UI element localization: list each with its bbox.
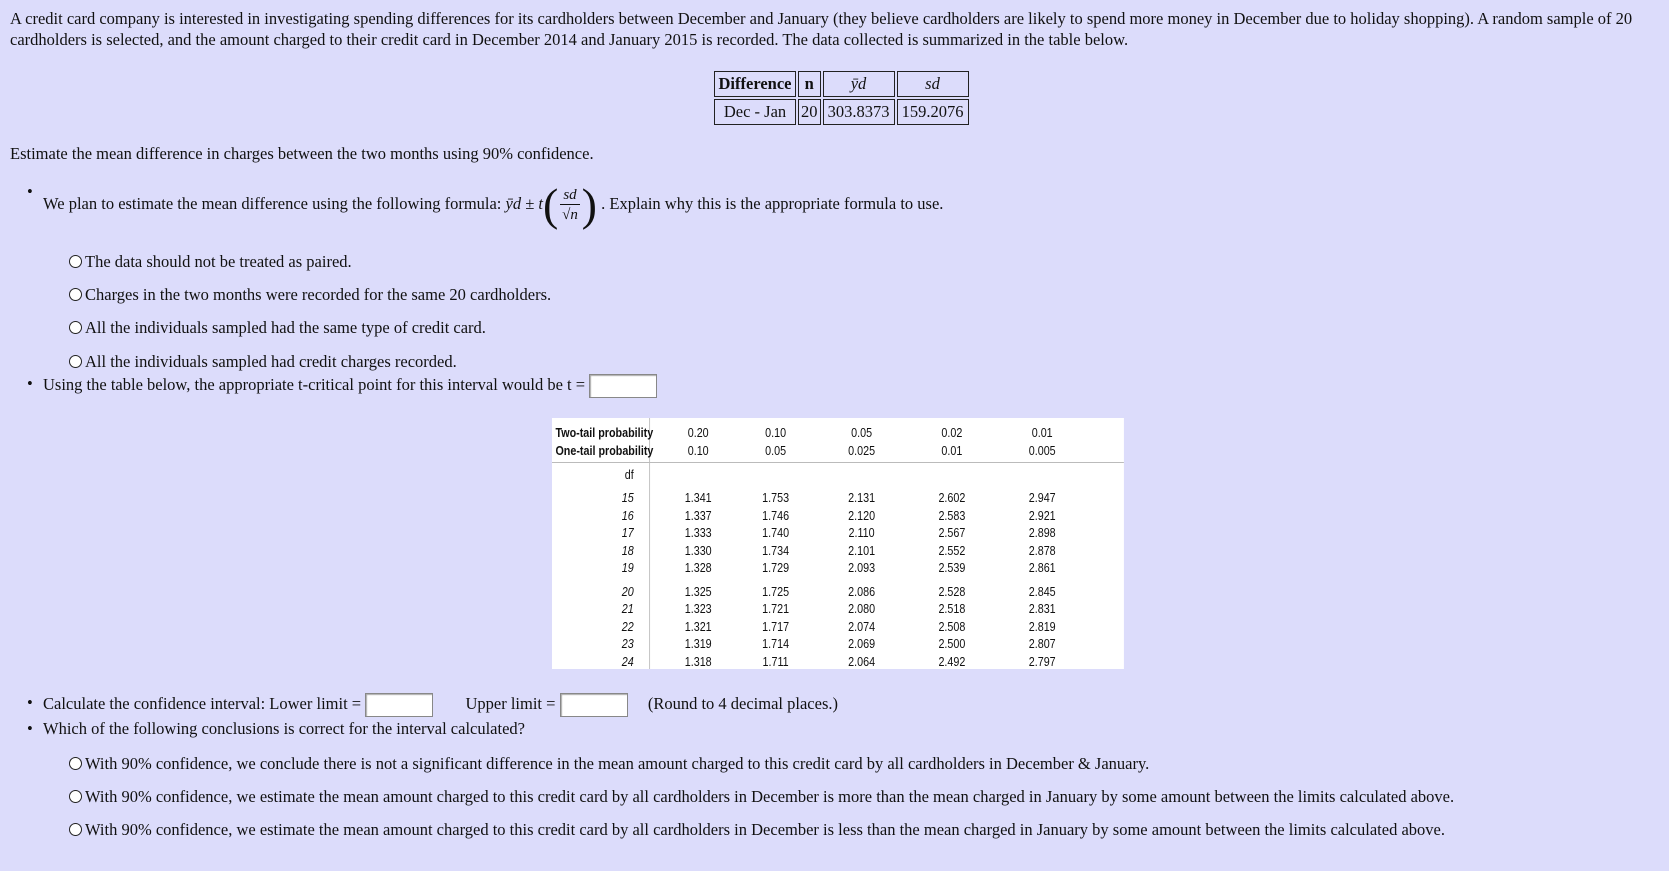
df-value: 23 xyxy=(621,637,634,651)
lower-limit-input[interactable] xyxy=(365,693,433,717)
t-value-cell: 2.500 xyxy=(938,637,966,651)
t-value-cell: 1.725 xyxy=(762,584,790,599)
one-tail-header: 0.01 xyxy=(941,444,963,458)
summary-header-difference: Difference xyxy=(714,71,796,97)
df-value: 15 xyxy=(621,491,634,505)
q4-option-2[interactable] xyxy=(69,787,1454,807)
two-tail-header: 0.02 xyxy=(941,426,963,440)
t-value-cell: 2.101 xyxy=(848,543,876,558)
q1-option-4[interactable] xyxy=(69,352,457,372)
t-value-cell: 1.717 xyxy=(762,619,790,634)
one-tail-header: 0.005 xyxy=(1028,444,1056,458)
problem-intro: A credit card company is interested in investigating spending differences for its cardholders between December and January (they believe cardholders are likely to spend more money in December due to holiday shopping). A random sample of 20 cardholders is selected, and the amount charged to their credit card in December 2014 and January 2015 is recorded. The data collected is summarized in the table below. xyxy=(10,9,1633,49)
t-value-cell: 1.721 xyxy=(762,602,790,616)
t-value-cell: 2.947 xyxy=(1028,491,1056,505)
summary-header-ybar: ȳd xyxy=(823,71,895,97)
one-tail-header: 0.025 xyxy=(848,444,876,458)
t-value-cell: 2.552 xyxy=(938,543,966,558)
t-value-cell: 2.518 xyxy=(938,602,966,616)
t-value-cell: 2.898 xyxy=(1028,526,1056,540)
q4-option-label: With 90% confidence, we estimate the mean amount charged to this credit card by all cardholders in December is more than the mean charged in January by some amount between the limits calculated above. xyxy=(85,787,1455,806)
df-value: 16 xyxy=(621,508,634,523)
t-value-cell: 2.093 xyxy=(848,561,876,575)
q2-text: Using the table below, the appropriate t-critical point for this interval would be t = xyxy=(43,374,586,394)
one-tail-header: 0.05 xyxy=(765,444,787,458)
t-value-cell: 2.861 xyxy=(1028,561,1056,575)
t-value-cell: 2.069 xyxy=(848,637,876,651)
radio-button[interactable] xyxy=(69,355,82,368)
t-value-cell: 2.086 xyxy=(848,584,876,599)
df-value: 17 xyxy=(621,526,634,540)
df-value: 21 xyxy=(621,602,634,616)
lower-limit-label: Calculate the confidence interval: Lower limit = xyxy=(43,693,362,713)
t-value-cell: 1.328 xyxy=(684,561,712,575)
q1-option-label: The data should not be treated as paired. xyxy=(85,252,352,271)
df-value: 18 xyxy=(621,543,634,558)
summary-cell-label: Dec - Jan xyxy=(714,99,796,125)
radio-button[interactable] xyxy=(69,288,82,301)
one-tail-header: 0.10 xyxy=(687,444,709,458)
t-value-cell: 2.492 xyxy=(938,654,966,669)
t-value-cell: 2.921 xyxy=(1028,508,1056,523)
two-tail-label: Two-tail probability xyxy=(555,426,654,440)
t-value-cell: 2.567 xyxy=(938,526,966,540)
t-value-cell: 1.318 xyxy=(684,654,712,669)
t-value-cell: 1.321 xyxy=(684,619,712,634)
upper-limit-label: Upper limit = xyxy=(465,693,556,713)
summary-header-n: n xyxy=(798,71,821,97)
t-value-cell: 1.714 xyxy=(762,637,790,651)
q1-option-1[interactable] xyxy=(69,252,352,272)
q4-option-1[interactable] xyxy=(69,754,1149,774)
q1-option-label: All the individuals sampled had the same type of credit card. xyxy=(85,318,486,337)
t-value-cell: 1.734 xyxy=(762,543,790,558)
t-value-cell: 2.120 xyxy=(848,508,876,523)
t-critical-input[interactable] xyxy=(589,374,657,398)
q2-tcritical-question xyxy=(27,374,657,398)
q4-conclusion-question xyxy=(27,719,525,739)
t-value-cell: 2.508 xyxy=(938,619,966,634)
t-value-cell: 2.074 xyxy=(848,619,876,634)
two-tail-header: 0.20 xyxy=(687,426,709,440)
df-value: 19 xyxy=(621,561,634,575)
upper-limit-input[interactable] xyxy=(560,693,628,717)
round-note: (Round to 4 decimal places.) xyxy=(647,693,838,713)
t-value-cell: 1.746 xyxy=(762,508,790,523)
t-value-cell: 2.831 xyxy=(1028,602,1056,616)
q1-option-label: All the individuals sampled had credit charges recorded. xyxy=(85,352,457,371)
formula: ȳd ± t( $\frac{sd}{√n}$ ) xyxy=(505,179,597,230)
two-tail-header: 0.01 xyxy=(1031,426,1053,440)
t-value-cell: 1.740 xyxy=(762,526,790,540)
q1-prefix: We plan to estimate the mean difference using the following formula: xyxy=(43,193,502,213)
radio-button[interactable] xyxy=(69,790,82,803)
table-divider xyxy=(552,462,1124,463)
formula-denominator: √n xyxy=(562,206,578,223)
summary-table xyxy=(712,69,971,127)
q1-suffix: . Explain why this is the appropriate formula to use. xyxy=(601,193,944,213)
t-value-cell: 2.539 xyxy=(938,561,966,575)
t-value-cell: 2.807 xyxy=(1028,637,1056,651)
t-value-cell: 1.319 xyxy=(684,637,712,651)
t-value-cell: 2.819 xyxy=(1028,619,1056,634)
summary-cell-sd: 159.2076 xyxy=(897,99,969,125)
t-value-cell: 1.330 xyxy=(684,543,712,558)
t-value-cell: 1.729 xyxy=(762,561,790,575)
t-value-cell: 1.323 xyxy=(684,602,712,616)
radio-button[interactable] xyxy=(69,321,82,334)
summary-cell-n: 20 xyxy=(798,99,821,125)
t-value-cell: 2.845 xyxy=(1028,584,1056,599)
df-label: df xyxy=(624,468,634,482)
t-value-cell: 2.528 xyxy=(938,584,966,599)
t-value-cell: 2.131 xyxy=(848,491,876,505)
t-value-cell: 2.583 xyxy=(938,508,966,523)
t-value-cell: 2.797 xyxy=(1028,654,1056,669)
q1-option-3[interactable] xyxy=(69,318,486,338)
t-value-cell: 2.064 xyxy=(848,654,876,669)
q1-option-label: Charges in the two months were recorded for the same 20 cardholders. xyxy=(85,285,552,304)
two-tail-header: 0.05 xyxy=(851,426,873,440)
summary-header-sd: sd xyxy=(897,71,969,97)
q4-text: Which of the following conclusions is correct for the interval calculated? xyxy=(43,719,525,738)
q3-interval-question xyxy=(27,693,838,717)
t-distribution-table xyxy=(552,418,1124,669)
t-value-cell: 1.711 xyxy=(762,654,789,669)
q4-option-3[interactable] xyxy=(69,820,1445,840)
t-value-cell: 2.878 xyxy=(1028,543,1056,558)
t-value-cell: 2.110 xyxy=(848,526,875,540)
df-value: 20 xyxy=(621,584,634,599)
radio-button[interactable] xyxy=(69,823,82,836)
radio-button[interactable] xyxy=(69,255,82,268)
t-value-cell: 1.325 xyxy=(684,584,712,599)
summary-cell-ybar: 303.8373 xyxy=(823,99,895,125)
t-value-cell: 1.337 xyxy=(684,508,712,523)
q1-option-2[interactable] xyxy=(69,285,551,305)
t-value-cell: 1.753 xyxy=(762,491,790,505)
df-value: 22 xyxy=(621,619,634,634)
df-value: 24 xyxy=(621,654,634,669)
two-tail-header: 0.10 xyxy=(765,426,787,440)
t-value-cell: 1.341 xyxy=(684,491,712,505)
q4-option-label: With 90% confidence, we conclude there is not a significant difference in the mean amount charged to this credit card by all cardholders in December & January. xyxy=(85,754,1150,773)
q1-formula-question xyxy=(27,179,944,230)
formula-left: ȳd ± t xyxy=(505,193,543,213)
one-tail-label: One-tail probability xyxy=(555,444,654,458)
formula-numerator: sd xyxy=(560,186,579,205)
q4-option-label: With 90% confidence, we estimate the mean amount charged to this credit card by all cardholders in December is less than the mean charged in January by some amount between the limits calculated above. xyxy=(85,820,1445,839)
radio-button[interactable] xyxy=(69,757,82,770)
t-value-cell: 1.333 xyxy=(684,526,712,540)
t-value-cell: 2.080 xyxy=(848,602,876,616)
t-value-cell: 2.602 xyxy=(938,491,966,505)
estimate-instruction: Estimate the mean difference in charges between the two months using 90% confidence. xyxy=(10,144,594,163)
